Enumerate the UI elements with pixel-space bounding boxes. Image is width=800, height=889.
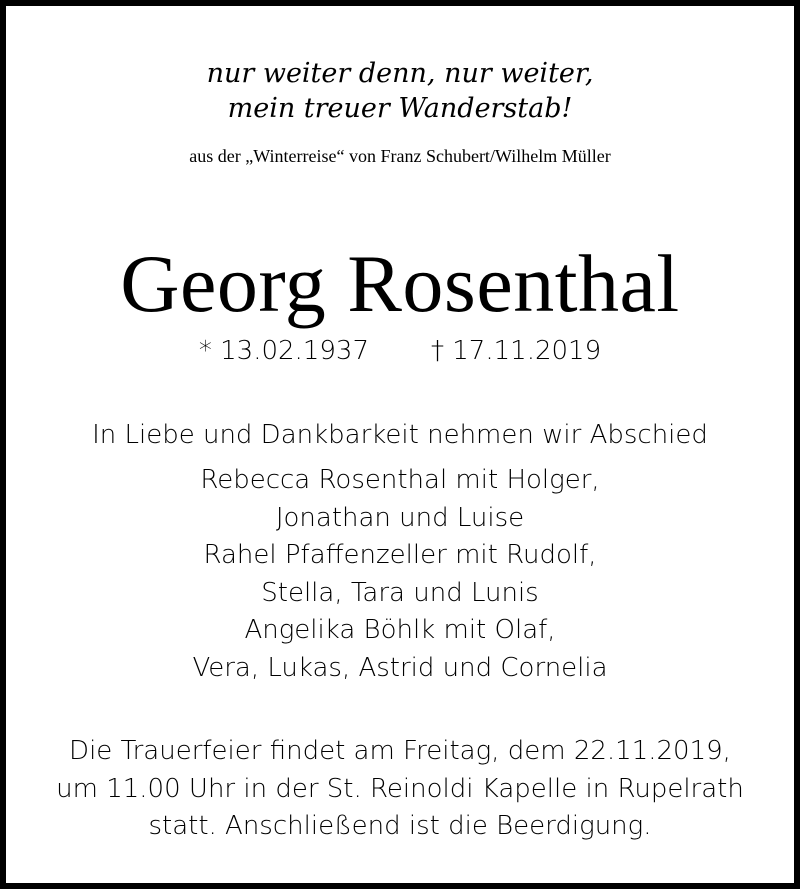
service-line: statt. Anschließend ist die Beerdigung. [148,811,652,841]
quote-source: aus der „Winterreise“ von Franz Schubert/Wilhelm Müller [189,146,611,166]
mourner-line: Rahel Pfaffenzeller mit Rudolf, [203,540,597,570]
mourner-line: Angelika Böhlk mit Olaf, [244,615,556,645]
mourner-line: Rebecca Rosenthal mit Holger, [200,465,600,495]
funeral-service-info [6,733,794,846]
deceased-name: Georg Rosenthal [120,238,680,329]
service-line: um 11.00 Uhr in der St. Reinoldi Kapelle in Rupelrath [56,773,744,804]
quote-line-1: nur weiter denn, nur weiter, [206,58,594,89]
life-dates [6,333,794,369]
quote-line-2: mein treuer Wanderstab! [227,93,573,124]
service-line: Die Trauerfeier findet am Freitag, dem 22.11.2019, [69,736,731,766]
farewell-intro: In Liebe und Dankbarkeit nehmen wir Abschied [92,420,708,450]
mourner-line: Vera, Lukas, Astrid und Cornelia [192,652,608,683]
mourners-list [6,462,794,687]
birth-date: * 13.02.1937 [198,336,369,366]
death-date: † 17.11.2019 [431,336,602,366]
mourner-line: Jonathan und Luise [275,502,525,533]
mourner-line: Stella, Tara und Lunis [261,577,539,608]
